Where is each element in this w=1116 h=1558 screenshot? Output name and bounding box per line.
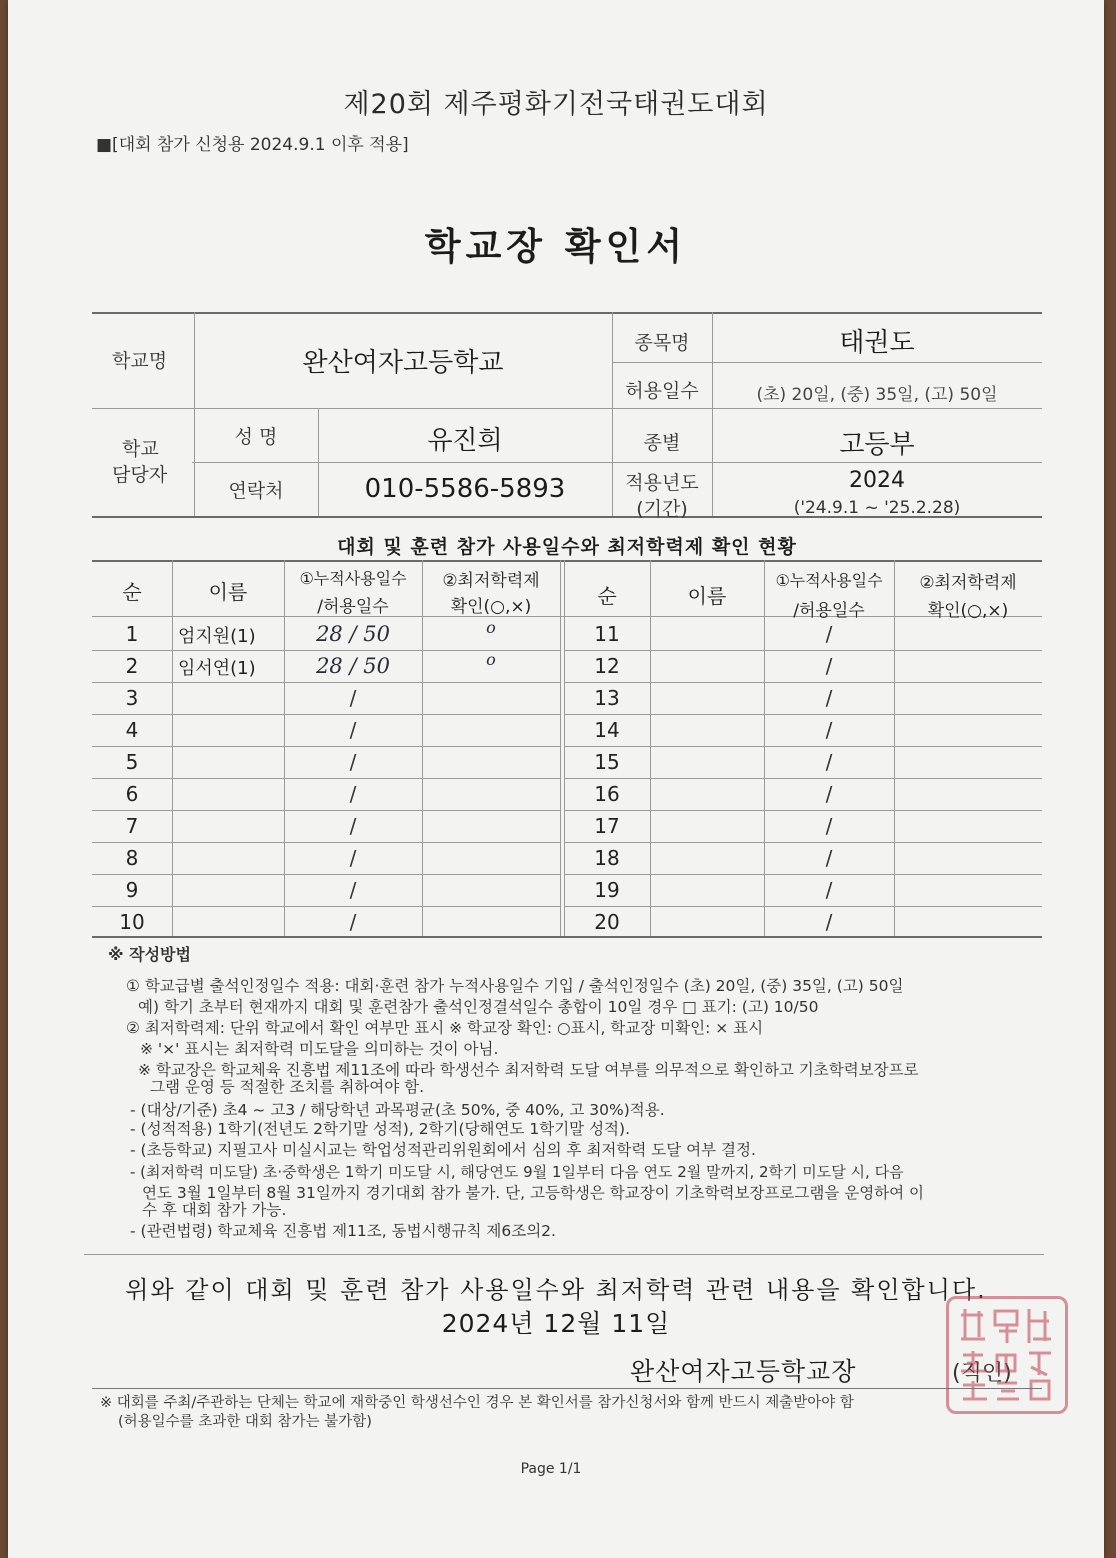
row-number: 8 — [125, 846, 139, 870]
row-number: 14 — [594, 718, 620, 742]
col-header-days-left: ①누적사용일수 — [299, 569, 407, 588]
row-number: 9 — [125, 878, 139, 902]
method-line-9: - (초등학교) 지필고사 미실시교는 학업성적관리위원회에서 심의 후 최저학력 도달 여부 결정. — [130, 1141, 756, 1159]
used-days-value: / — [825, 910, 833, 934]
row-number: 11 — [594, 622, 620, 646]
method-line-7: - (대상/기준) 초4 ~ 고3 / 해당학년 과목평균(초 50%, 중 40%, 고 30%)적용. — [130, 1101, 665, 1119]
used-days-value: / — [349, 814, 357, 838]
used-days-value: / — [825, 718, 833, 742]
year-label: 적용년도 — [625, 472, 699, 494]
used-days-value: / — [349, 878, 357, 902]
col-header-check-right-2: 확인(○,×) — [927, 601, 1009, 621]
year-period-value: ('24.9.1 ~ '25.2.28) — [793, 498, 961, 518]
method-line-3: ② 최저학력제: 단위 학교에서 확인 여부만 표시 ※ 학교장 확인: ○표시, 학교장 미확인: × 표시 — [126, 1019, 764, 1037]
col-header-days-left-2: /허용일수 — [317, 597, 389, 617]
col-header-days-right: ①누적사용일수 — [775, 571, 883, 590]
event-value: 태권도 — [839, 328, 915, 358]
used-days-value: / — [825, 654, 833, 678]
used-days-value: / — [825, 846, 833, 870]
page-number: Page 1/1 — [520, 1461, 582, 1477]
used-days-value: / — [349, 750, 357, 774]
row-number: 16 — [594, 782, 620, 806]
used-days-value: / — [825, 622, 833, 646]
row-number: 2 — [125, 654, 139, 678]
table-row-divider — [564, 746, 1042, 747]
used-days-value: / — [825, 814, 833, 838]
col-header-name-left: 이름 — [208, 580, 248, 604]
method-line-4: ※ '×' 표시는 최저학력 미도달을 의미하는 것이 아님. — [140, 1040, 499, 1058]
manager-label-line1: 학교 — [122, 438, 159, 460]
table-row-divider — [564, 778, 1042, 779]
school-value: 완산여자고등학교 — [302, 348, 504, 378]
method-line-2: 예) 학기 초부터 현재까지 대회 및 훈련참가 출석인정결석일수 총합이 10일 경우 □ 표기: (고) 10/50 — [138, 998, 819, 1016]
event-title: 제20회 제주평화기전국태권도대회 — [343, 89, 769, 120]
row-number: 3 — [125, 686, 139, 710]
row-number: 6 — [125, 782, 139, 806]
table-row-divider — [564, 714, 1042, 715]
name-label: 성 명 — [234, 426, 278, 448]
method-line-6: 그램 운영 등 적절한 조치를 취하여야 함. — [150, 1078, 425, 1096]
table-row-divider — [92, 810, 560, 811]
row-number: 5 — [125, 750, 139, 774]
table-row-divider — [92, 778, 560, 779]
manager-label-line2: 담당자 — [112, 464, 168, 486]
student-name: 임서연(1) — [178, 658, 256, 679]
used-days-value: 28 / 50 — [316, 622, 390, 646]
table-row-divider — [92, 874, 560, 875]
col-header-days-right-2: /허용일수 — [793, 601, 865, 621]
used-days-value: 28 / 50 — [316, 654, 390, 678]
row-number: 13 — [594, 686, 620, 710]
method-line-11: 연도 3월 1일부터 8월 31일까지 경기대회 참가 불가. 단, 고등학생은 학교장이 기초학력보장프로그램을 운영하여 이 — [142, 1184, 925, 1202]
table-row-divider — [564, 650, 1042, 651]
method-heading: ※ 작성방법 — [108, 945, 191, 964]
row-number: 10 — [119, 910, 145, 934]
division-label: 종별 — [643, 432, 681, 454]
table-row-divider — [92, 906, 560, 907]
allowed-days-value: (초) 20일, (중) 35일, (고) 50일 — [756, 385, 998, 405]
used-days-value: / — [349, 718, 357, 742]
seal-label: (직인) — [952, 1361, 1012, 1386]
used-days-value: / — [349, 846, 357, 870]
used-days-value: / — [349, 782, 357, 806]
document-page — [8, 0, 1104, 1558]
method-line-13: - (관련법령) 학교체육 진흥법 제11조, 동법시행규칙 제6조의2. — [130, 1222, 556, 1240]
manager-name-value: 유진희 — [427, 426, 503, 456]
col-header-name-right: 이름 — [687, 584, 727, 608]
col-header-check-left-2: 확인(○,×) — [450, 597, 532, 617]
status-table-title: 대회 및 훈련 참가 사용일수와 최저학력제 확인 현황 — [337, 536, 797, 558]
document-title: 학교장 확인서 — [424, 225, 688, 268]
method-line-10: - (최저학력 미도달) 초·중학생은 1학기 미도달 시, 해당연도 9월 1일부터 다음 연도 2월 말까지, 2학기 미도달 시, 다음 — [130, 1163, 904, 1181]
row-number: 7 — [125, 814, 139, 838]
application-note: ■[대회 참가 신청용 2024.9.1 이후 적용] — [96, 135, 409, 155]
table-row-divider — [564, 874, 1042, 875]
confirmation-date: 2024년 12월 11일 — [441, 1309, 671, 1338]
table-row-divider — [564, 810, 1042, 811]
footer-note-2: (허용일수를 초과한 대회 참가는 불가함) — [118, 1414, 372, 1430]
official-seal-stamp — [946, 1296, 1068, 1414]
method-line-1: ① 학교급별 출석인정일수 적용: 대회·훈련 참가 누적사용일수 기입 / 출석인정일수 (초) 20일, (중) 35일, (고) 50일 — [126, 977, 904, 995]
used-days-value: / — [825, 782, 833, 806]
min-academic-check: o — [486, 650, 496, 669]
contact-label: 연락처 — [228, 480, 284, 502]
row-number: 12 — [594, 654, 620, 678]
row-number: 17 — [594, 814, 620, 838]
col-header-check-left: ②최저학력제 — [442, 571, 540, 591]
confirmation-text: 위와 같이 대회 및 훈련 참가 사용일수와 최저학력 관련 내용을 확인합니다. — [125, 1276, 987, 1304]
used-days-value: / — [825, 750, 833, 774]
method-line-12: 수 후 대회 참가 가능. — [142, 1201, 287, 1219]
row-number: 19 — [594, 878, 620, 902]
allowed-days-label: 허용일수 — [625, 380, 699, 402]
method-line-5: ※ 학교장은 학교체육 진흥법 제11조에 따라 학생선수 최저학력 도달 여부를 의무적으로 확인하고 기초학력보장프로 — [138, 1061, 919, 1079]
table-row-divider — [92, 746, 560, 747]
school-label: 학교명 — [112, 350, 168, 372]
method-line-8: - (성적적용) 1학기(전년도 2학기말 성적), 2학기(당해연도 1학기말 성적). — [130, 1120, 630, 1138]
row-number: 20 — [594, 910, 620, 934]
principal-name: 완산여자고등학교장 — [630, 1357, 857, 1386]
event-label: 종목명 — [634, 332, 690, 354]
table-row-divider — [92, 714, 560, 715]
row-number: 15 — [594, 750, 620, 774]
division-value: 고등부 — [839, 430, 915, 460]
used-days-value: / — [825, 686, 833, 710]
used-days-value: / — [349, 910, 357, 934]
min-academic-check: o — [486, 618, 496, 637]
table-row-divider — [92, 682, 560, 683]
year-value: 2024 — [849, 468, 905, 493]
row-number: 4 — [125, 718, 139, 742]
footer-note-1: ※ 대회를 주최/주관하는 단체는 학교에 재학중인 학생선수인 경우 본 확인서를 참가신청서와 함께 반드시 제출받아야 함 — [100, 1395, 854, 1411]
table-row-divider — [564, 906, 1042, 907]
table-row-divider — [564, 842, 1042, 843]
col-header-no-right: 순 — [597, 584, 617, 608]
row-number: 18 — [594, 846, 620, 870]
year-period-label: (기간) — [636, 498, 688, 520]
student-name: 엄지원(1) — [178, 626, 256, 647]
used-days-value: / — [825, 878, 833, 902]
col-header-no-left: 순 — [122, 580, 142, 604]
row-number: 1 — [125, 622, 139, 646]
used-days-value: / — [349, 686, 357, 710]
table-row-divider — [92, 842, 560, 843]
table-row-divider — [564, 682, 1042, 683]
contact-value: 010-5586-5893 — [364, 474, 566, 504]
col-header-check-right: ②최저학력제 — [919, 573, 1017, 593]
